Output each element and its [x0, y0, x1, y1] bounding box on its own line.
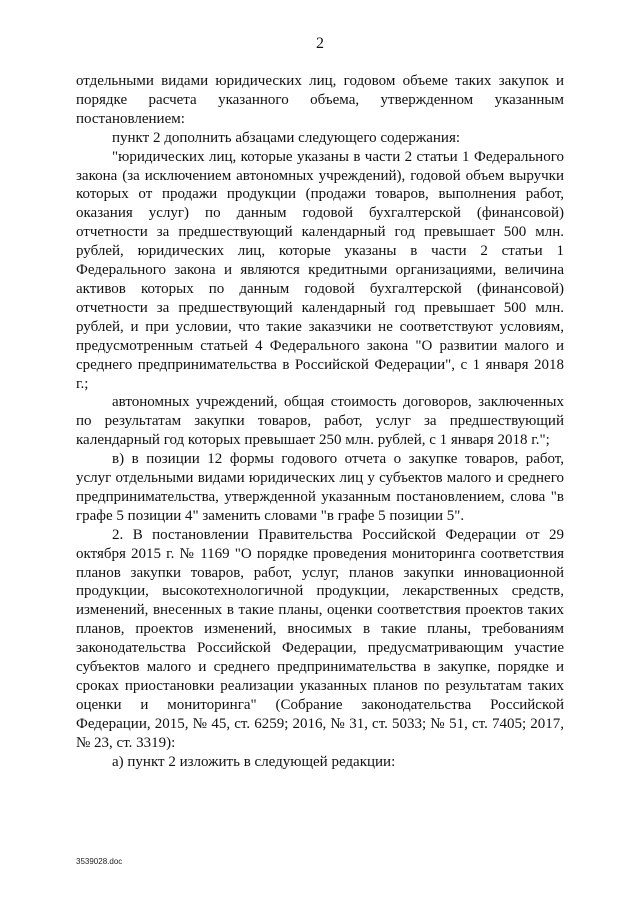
document-body — [76, 72, 564, 772]
paragraph-continuation: отдельными видами юридических лиц, годовом объеме таких закупок и порядке расчета указанного объема, утвержденном указанным постановлением: — [76, 73, 564, 127]
paragraph-section-2: 2. В постановлении Правительства Российской Федерации от 29 октября 2015 г. № 1169 "О порядке проведения мониторинга соответствия планов закупки товаров, работ, услуг, планов закупки инновационной продукции, высокотехнологичной продукции, лекарственных средств, изменений, внесенных в такие планы, оценки соответствия проектов таких планов, проектов изменений, вносимых в такие планы, требованиям законодательства Российской Федерации, предусматривающим участие субъектов малого и среднего предпринимательства в закупке, порядке и сроках приостановки реализации указанных планов по результатам таких оценки и мониторинга" (Собрание законодательства Российской Федерации, 2015, № 45, ст. 6259; 2016, № 31, ст. 5033; № 51, ст. 7405; 2017, № 23, ст. 3319): — [76, 526, 564, 751]
page-number: 2 — [316, 35, 324, 52]
footer-file-name: 3539028.doc — [76, 857, 123, 866]
paragraph-item-v: в) в позиции 12 формы годового отчета о закупке товаров, работ, услуг отдельными видами юридических лиц у субъектов малого и среднего предпринимательства, утвержденной указанным постановлением, слова "в графе 5 позиции 4" заменить словами "в графе 5 позиции 5". — [76, 451, 564, 524]
paragraph-item-a: а) пункт 2 изложить в следующей редакции: — [112, 753, 396, 770]
paragraph-autonomous-institutions: автономных учреждений, общая стоимость договоров, заключенных по результатам закупки товаров, работ, услуг за предшествующий календарный год которых превышает 250 млн. рублей, с 1 января 2018 г."; — [76, 394, 564, 449]
paragraph-legal-entities: "юридических лиц, которые указаны в части 2 статьи 1 Федерального закона (за исключением автономных учреждений), годовой объем выручки которых от продажи продукции (продажи товаров, выполнения работ, оказания услуг) по данным годовой бухгалтерской (финансовой) отчетности за предшествующий календарный год превышает 500 млн. рублей, юридических лиц, которые указаны в части 2 статьи 1 Федерального закона и являются кредитными организациями, величина активов которых по данным годовой бухгалтерской (финансовой) отчетности за предшествующий календарный год превышает 500 млн. рублей, и при условии, что такие заказчики не соответствуют условиям, предусмотренным статьей 4 Федерального закона "О развитии малого и среднего предпринимательства в Российской Федерации", с 1 января 2018 г.; — [76, 148, 564, 392]
paragraph-point-2-intro: пункт 2 дополнить абзацами следующего содержания: — [112, 129, 461, 146]
